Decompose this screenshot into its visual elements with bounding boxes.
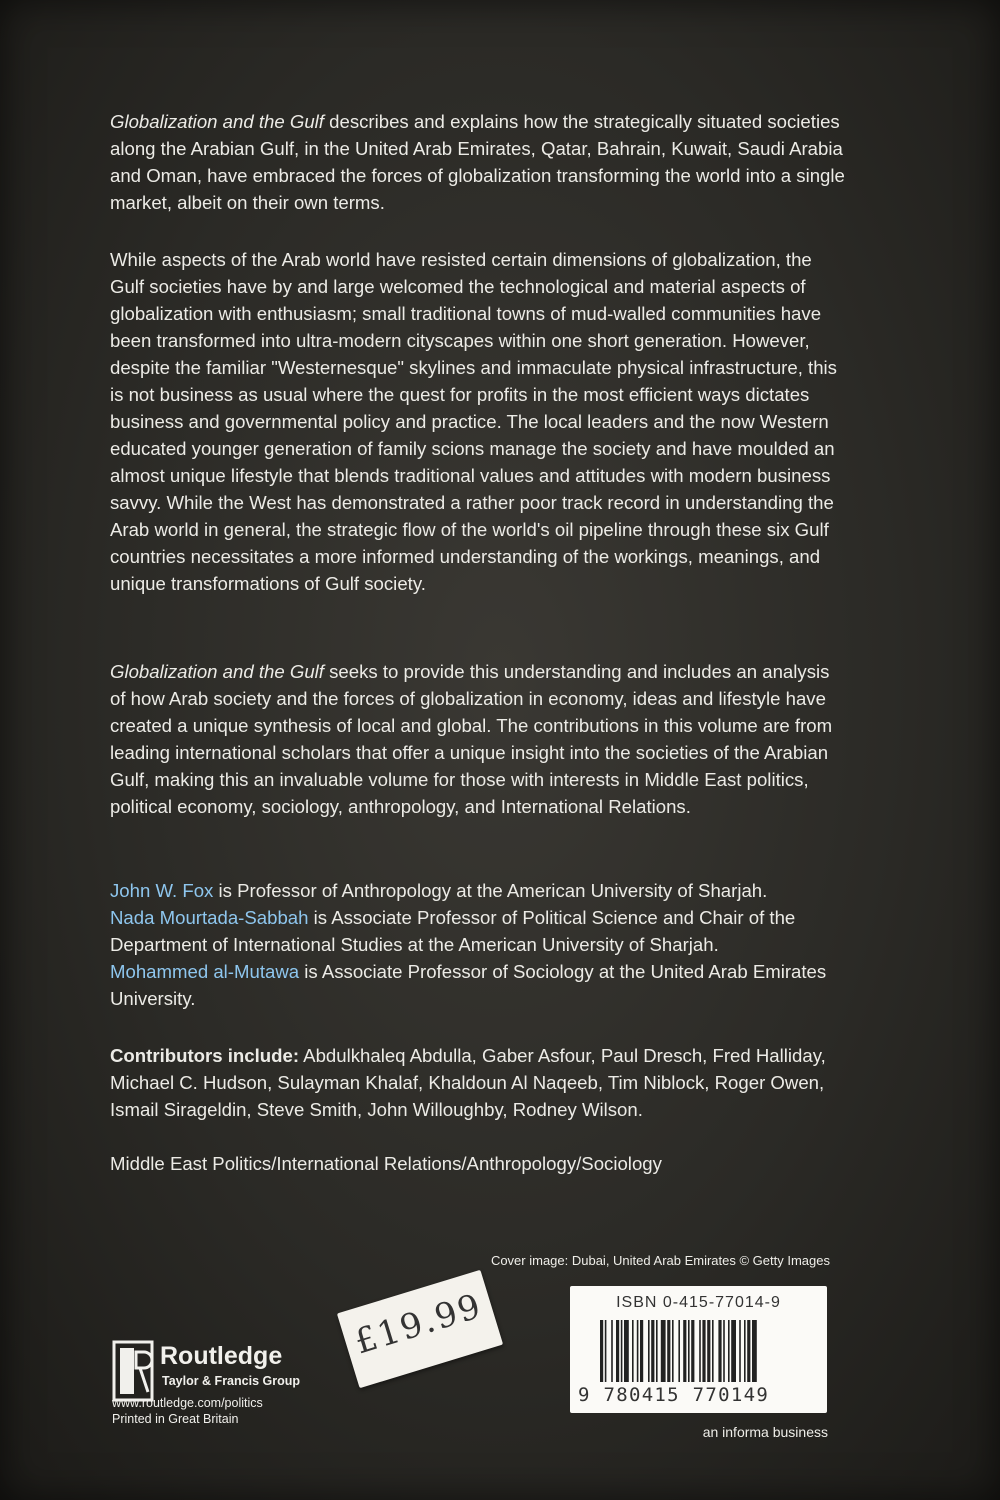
barcode-bar: [718, 1320, 721, 1382]
barcode-bar: [702, 1320, 705, 1382]
contributors-label: Contributors include:: [110, 1045, 300, 1066]
author-bio: is Associate Professor of Political Science and Chair of the Department of International Studies at the American University of Sharjah.: [110, 907, 796, 955]
barcode-bars: [600, 1320, 805, 1382]
barcode-bar: [707, 1320, 710, 1382]
author-bios: [110, 877, 850, 1012]
publisher-block: [112, 1338, 342, 1428]
price-text: £19.99: [350, 1285, 488, 1363]
price-sticker: [337, 1270, 503, 1388]
barcode-bar: [632, 1320, 634, 1382]
barcode-bar: [616, 1320, 619, 1382]
author-bio: is Professor of Anthropology at the American University of Sharjah.: [213, 880, 768, 901]
blurb-paragraph-2: While aspects of the Arab world have resisted certain dimensions of globalization, the Gulf societies have by and large welcomed the technological and material aspects of globalization with enthusiasm; small traditional towns of mud-walled communities have been transformed into ultra-modern cityscapes within one short generation. However, despite the familiar "Westernesque" skylines and immaculate physical infrastructure, this is not business as usual where the quest for profits in the most efficient ways dictates business and governmental policy and practice. The local leaders and the now Western educated younger generation of family scions manage the society and have moulded an almost unique lifestyle that blends traditional values and attitudes with modern business savvy. While the West has demonstrated a rather poor track record in understanding the Arab world in general, the strategic flow of the world's oil pipeline through these six Gulf countries necessitates a more informed understanding of the workings, meanings, and unique transformations of Gulf society.: [110, 249, 837, 594]
barcode-bar: [672, 1320, 674, 1382]
informa-tagline: an informa business: [702, 1424, 828, 1440]
barcode-bar: [611, 1320, 613, 1382]
barcode-bar: [600, 1320, 603, 1382]
barcode-digits: 9 780415 770149: [578, 1384, 770, 1406]
contributors-names: Abdulkhaleq Abdulla, Gaber Asfour, Paul Dresch, Fred Halliday, Michael C. Hudson, Sulayman Khalaf, Khaldoun Al Naqeeb, Tim Niblock, Roger Owen, Ismail Sirageldin, Steve Smith, John Willoughby, Rodney Wilson.: [110, 1045, 826, 1120]
barcode-bar: [651, 1320, 654, 1382]
blurb-paragraph-3: [110, 658, 850, 820]
barcode-bar: [728, 1320, 730, 1382]
barcode-bar: [747, 1320, 750, 1382]
publisher-url: www.routledge.com/politics: [112, 1396, 263, 1410]
barcode-bar: [667, 1320, 670, 1382]
author-name: Nada Mourtada-Sabbah: [110, 907, 309, 928]
barcode-bar: [691, 1320, 694, 1382]
barcode-bar: [624, 1320, 629, 1382]
barcode-bar: [648, 1320, 650, 1382]
barcode-bar: [712, 1320, 714, 1382]
blurb-text: seeks to provide this understanding and includes an analysis of how Arab society and the forces of globalization in economy, ideas and lifestyle have created a unique synthesis of local and global. The contributions in this volume are from leading international scholars that offer a unique insight into the societies of the Arabian Gulf, making this an invaluable volume for those with interests in Middle East politics, political economy, sociology, anthropology, and International Relations.: [110, 661, 833, 817]
book-title-italic: Globalization and the Gulf: [110, 661, 324, 682]
isbn-label: ISBN 0-415-77014-9: [616, 1294, 781, 1311]
cover-image-credit: Cover image: Dubai, United Arab Emirates © Getty Images: [490, 1253, 830, 1268]
barcode-bar: [731, 1320, 736, 1382]
barcode-bar: [605, 1320, 607, 1382]
barcode-bar: [739, 1320, 741, 1382]
barcode-bar: [752, 1320, 757, 1382]
barcode-bar: [683, 1320, 686, 1382]
barcode-bar: [723, 1320, 725, 1382]
printed-in: Printed in Great Britain: [112, 1412, 239, 1426]
subject-categories: Middle East Politics/International Relations/Anthropology/Sociology: [110, 1153, 662, 1174]
author-name: Mohammed al-Mutawa: [110, 961, 300, 982]
blurb-text: describes and explains how the strategically situated societies along the Arabian Gulf, in the United Arab Emirates, Qatar, Bahrain, Kuwait, Saudi Arabia and Oman, have embraced the forces of globalization transforming the world into a single market, albeit on their own terms.: [110, 111, 845, 213]
author-name: John W. Fox: [110, 880, 214, 901]
barcode-bar: [661, 1320, 666, 1382]
barcode-bar: [744, 1320, 746, 1382]
book-title-italic: Globalization and the Gulf: [110, 111, 324, 132]
isbn-barcode: [570, 1286, 827, 1413]
publisher-name: Routledge: [160, 1342, 283, 1370]
barcode-bar: [637, 1320, 639, 1382]
contributors: [110, 1042, 850, 1123]
publisher-group: Taylor & Francis Group: [162, 1374, 300, 1388]
barcode-bar: [621, 1320, 623, 1382]
barcode-bar: [678, 1320, 680, 1382]
barcode-bar: [640, 1320, 643, 1382]
barcode-bar: [688, 1320, 690, 1382]
barcode-bar: [699, 1320, 701, 1382]
blurb-paragraph-1: [110, 108, 850, 216]
author-bio: is Associate Professor of Sociology at the United Arab Emirates University.: [110, 961, 827, 1009]
barcode-bar: [656, 1320, 658, 1382]
